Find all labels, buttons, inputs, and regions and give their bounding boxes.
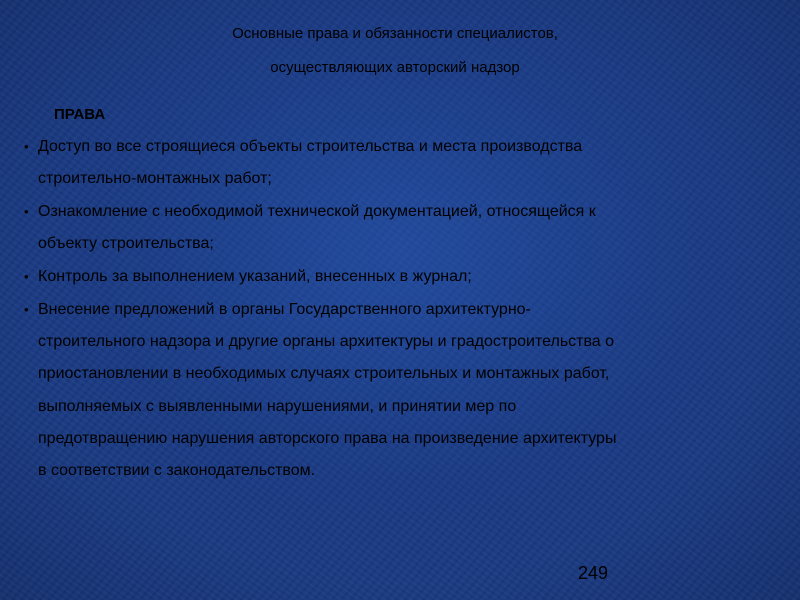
bullet-marker-4: • xyxy=(24,302,29,317)
bullet-4-line-4: выполняемых с выявленными нарушениями, и принятии мер по xyxy=(38,398,517,415)
bullet-2-line-1: Ознакомление с необходимой технической документацией, относящейся к xyxy=(38,203,596,220)
bullet-marker-1: • xyxy=(24,139,29,154)
bullet-1-line-1: Доступ во все строящиеся объекты строительства и места производства xyxy=(38,138,583,155)
slide-title-line-2: осуществляющих авторский надзор xyxy=(270,59,520,76)
bullet-4-line-1: Внесение предложений в органы Государственного архитектурно- xyxy=(38,301,531,318)
bullet-marker-2: • xyxy=(24,204,29,219)
bullet-4-line-2: строительного надзора и другие органы архитектуры и градостроительства о xyxy=(38,333,615,350)
bullet-2-line-2: объекту строительства; xyxy=(38,235,214,252)
bullet-4-line-3: приостановлении в необходимых случаях строительных и монтажных работ, xyxy=(38,365,610,382)
bullet-marker-3: • xyxy=(24,269,29,284)
slide-title-line-1: Основные права и обязанности специалистов, xyxy=(232,25,558,42)
bullet-4-line-5: предотвращению нарушения авторского права на произведение архитектуры xyxy=(38,430,617,447)
page-number: 249 xyxy=(578,563,609,583)
bullet-4-line-6: в соответствии с законодательством. xyxy=(38,462,316,479)
bullet-1-line-2: строительно-монтажных работ; xyxy=(38,170,272,187)
section-heading: ПРАВА xyxy=(54,106,106,123)
bullet-3-line-1: Контроль за выполнением указаний, внесенных в журнал; xyxy=(38,268,472,285)
